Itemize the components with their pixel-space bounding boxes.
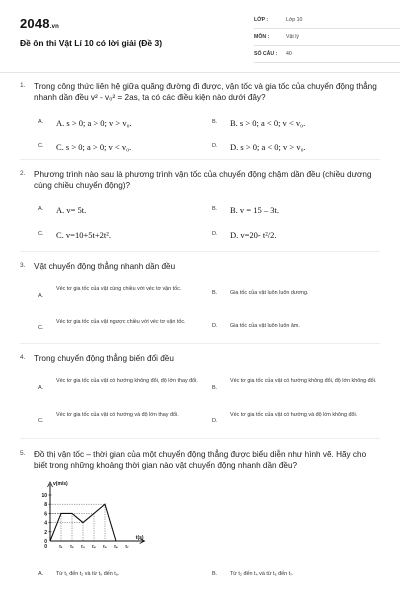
x-tick-label: t₄ <box>92 544 96 549</box>
meta-class-row <box>254 14 400 29</box>
question-number: 5. <box>20 450 26 457</box>
option-text: B. v = 15 – 3t. <box>230 205 279 215</box>
x-tick-label: t₁ <box>59 544 63 549</box>
option-text: Véc tơ gia tốc của vật có hướng và độ lớn không đổi. <box>230 412 358 418</box>
meta-label: MÔN : <box>254 34 270 40</box>
page-cutoff <box>0 591 400 600</box>
site-logo[interactable]: 2048.vn <box>20 16 60 31</box>
y-tick-label: 6 <box>44 511 47 518</box>
velocity-time-chart <box>38 478 168 552</box>
y-tick-label: 0 <box>44 539 47 545</box>
option-letter: B. <box>212 385 218 391</box>
option-letter: A. <box>38 293 44 299</box>
option-text: Véc tơ gia tốc của vật có hướng và độ lớn thay đổi. <box>56 412 179 418</box>
question-separator <box>20 159 380 160</box>
question-text: Trong công thức liên hệ giữa quãng đường đi được, vận tốc và gia tốc của chuyển động thẳng nhanh dần đều v² - v₀² = 2as, ta có các điều kiện nào dưới đây? <box>34 82 377 102</box>
y-tick-label: 10 <box>41 493 47 499</box>
chart-plot <box>41 481 144 550</box>
option-text: A. s > 0; a > 0; v > v₀. <box>56 118 132 128</box>
x-axis-label: t(s) <box>135 535 144 541</box>
option-text: Véc tơ gia tốc của vật ngược chiều với véc tơ vận tốc. <box>56 319 186 325</box>
meta-label: SỐ CÂU : <box>254 51 278 57</box>
meta-label: LỚP : <box>254 17 269 23</box>
option-letter: A. <box>38 571 44 577</box>
option-text: D. v=20- t²/2. <box>230 230 277 240</box>
option-letter: D. <box>212 418 218 424</box>
option-letter: B. <box>212 290 218 296</box>
x-tick-label: t₆ <box>114 544 118 549</box>
y-axis-label: v(m/s) <box>53 481 68 487</box>
option-letter: B. <box>212 206 218 212</box>
y-tick-label: 8 <box>44 502 47 509</box>
option-letter: C. <box>38 231 44 237</box>
velocity-line <box>50 504 127 541</box>
document-title: Đề ôn thi Vật Lí 10 có lời giải (Đề 3) <box>20 38 163 48</box>
option-text: A. v= 5t. <box>56 205 87 215</box>
option-letter: D. <box>212 143 218 149</box>
meta-value: Lớp 10 <box>286 17 303 23</box>
option-letter: A. <box>38 119 44 125</box>
x-tick-label: t₃ <box>81 544 85 549</box>
meta-count-row <box>254 48 400 63</box>
option-letter: D. <box>212 231 218 237</box>
question-separator <box>20 343 380 344</box>
meta-value: 40 <box>286 51 292 57</box>
option-letter: B. <box>212 119 218 125</box>
question-number: 3. <box>20 262 26 269</box>
option-text: C. v=10+5t+2t². <box>56 230 111 240</box>
document-meta <box>254 14 400 65</box>
option-letter: C. <box>38 325 44 331</box>
meta-subject-row <box>254 31 400 46</box>
option-text: B. s > 0; a < 0; v < v₀. <box>230 118 306 128</box>
question-text: Vật chuyển động thẳng nhanh dần đều <box>34 262 176 271</box>
y-tick-label: 4 <box>44 520 47 527</box>
question-text: Trong chuyển động thẳng biến đổi đều <box>34 354 174 363</box>
option-text: C. s > 0; a > 0; v < v₀. <box>56 142 132 152</box>
option-text: Véc tơ gia tốc của vật có hướng không đổi, độ lớn không đổi. <box>230 378 377 384</box>
option-letter: D. <box>212 323 218 329</box>
question-text: Phương trình nào sau là phương trình vận tốc của chuyển động chậm dần đều (chiều dương cùng chiều chuyển động)? <box>34 170 372 190</box>
meta-value: Vật lý <box>286 34 299 40</box>
question-separator <box>20 251 380 252</box>
option-letter: C. <box>38 418 44 424</box>
option-letter: C. <box>38 143 44 149</box>
option-text: Gia tốc của vật luôn luôn dương. <box>230 290 309 296</box>
option-text: Gia tốc của vật luôn luôn âm. <box>230 323 300 329</box>
option-letter: A. <box>38 385 44 391</box>
question-separator <box>20 438 380 439</box>
x-tick-label: t₂ <box>70 544 74 549</box>
x-tick-label: t₅ <box>103 544 107 549</box>
document-header <box>20 14 380 62</box>
x-tick-label: t₇ <box>125 544 129 549</box>
option-text: D. s > 0; a < 0; v > v₀. <box>230 142 306 152</box>
option-letter: B. <box>212 571 218 577</box>
option-text: Véc tơ gia tốc của vật cùng chiều với véc tơ vận tốc. <box>56 286 182 292</box>
y-tick-label: 2 <box>44 529 47 536</box>
option-text: Từ t₂ đến t₄ và từ t₆ đến t₇. <box>230 571 294 577</box>
question-text: Đồ thị vận tốc – thời gian của một chuyển động thẳng được biểu diễn như hình vẽ. Hãy cho biết trong những khoảng thời gian nào vật chuyển động nhanh dần đều? <box>34 450 367 470</box>
header-divider <box>0 72 400 73</box>
option-text: Từ t₁ đến t₂ và từ t₅ đến t₆. <box>56 571 120 577</box>
question-number: 1. <box>20 82 26 89</box>
question-number: 2. <box>20 170 26 177</box>
question-number: 4. <box>20 354 26 361</box>
origin-label: 0 <box>44 544 47 550</box>
option-text: Véc tơ gia tốc của vật có hướng không đổi, độ lớn thay đổi. <box>56 378 198 384</box>
option-letter: A. <box>38 206 44 212</box>
